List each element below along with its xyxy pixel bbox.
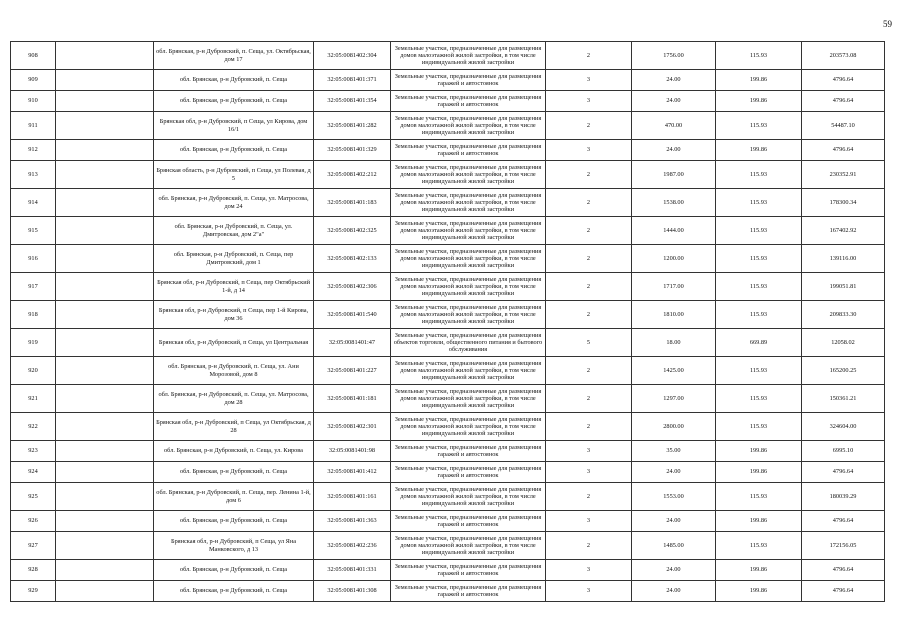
row-number: 927 [11, 532, 56, 560]
land-purpose-cell: Земельные участки, предназначенные для размещения домов малоэтажной жилой застройки, в том числе индивидуальной жилой застройки [391, 245, 546, 273]
address-cell: Брянская обл, р-н Дубровский, п Сеща, ул Яна Манковского, д 13 [154, 532, 314, 560]
cadastral-value-cell: 180039.29 [802, 483, 885, 511]
land-purpose-cell: Земельные участки, предназначенные для размещения домов малоэтажной жилой застройки, в том числе индивидуальной жилой застройки [391, 161, 546, 189]
blank-cell [56, 91, 154, 112]
group-cell: 2 [546, 42, 632, 70]
land-purpose-cell: Земельные участки, предназначенные для размещения гаражей и автостоянок [391, 462, 546, 483]
row-number: 926 [11, 511, 56, 532]
table-row [11, 560, 885, 581]
group-cell: 2 [546, 273, 632, 301]
cadastral-number-cell: 32:05:0081401:47 [314, 329, 391, 357]
cadastral-number-cell: 32:05:0081401:161 [314, 483, 391, 511]
area-cell: 1987.00 [632, 161, 716, 189]
area-cell: 1425.00 [632, 357, 716, 385]
address-cell: обл. Брянская, р-н Дубровский, п. Сеща, ул. Матросова, дом 24 [154, 189, 314, 217]
cadastral-number-cell: 32:05:0081401:308 [314, 581, 391, 602]
blank-cell [56, 189, 154, 217]
table-row [11, 532, 885, 560]
rate-cell: 115.93 [716, 301, 802, 329]
rate-cell: 115.93 [716, 413, 802, 441]
row-number: 912 [11, 140, 56, 161]
group-cell: 3 [546, 441, 632, 462]
cadastral-number-cell: 32:05:0081402:212 [314, 161, 391, 189]
area-cell: 1297.00 [632, 385, 716, 413]
address-cell: обл. Брянская, р-н Дубровский, п. Сеща, пер Дмитровский, дом 1 [154, 245, 314, 273]
rate-cell: 115.93 [716, 273, 802, 301]
address-cell: обл. Брянская, р-н Дубровский, п. Сеща [154, 581, 314, 602]
table-row [11, 273, 885, 301]
cadastral-value-cell: 199051.81 [802, 273, 885, 301]
group-cell: 2 [546, 161, 632, 189]
table-body [11, 42, 885, 602]
page-number: 59 [883, 19, 892, 29]
land-purpose-cell: Земельные участки, предназначенные для размещения домов малоэтажной жилой застройки, в том числе индивидуальной жилой застройки [391, 385, 546, 413]
cadastral-number-cell: 32:05:0081401:354 [314, 91, 391, 112]
cadastral-value-cell: 4796.64 [802, 91, 885, 112]
blank-cell [56, 42, 154, 70]
area-cell: 470.00 [632, 112, 716, 140]
group-cell: 2 [546, 483, 632, 511]
area-cell: 1200.00 [632, 245, 716, 273]
table-row [11, 462, 885, 483]
land-purpose-cell: Земельные участки, предназначенные для размещения домов малоэтажной жилой застройки, в том числе индивидуальной жилой застройки [391, 217, 546, 245]
cadastral-number-cell: 32:05:0081401:183 [314, 189, 391, 217]
blank-cell [56, 245, 154, 273]
area-cell: 24.00 [632, 462, 716, 483]
cadastral-value-cell: 54487.10 [802, 112, 885, 140]
land-purpose-cell: Земельные участки, предназначенные для размещения гаражей и автостоянок [391, 91, 546, 112]
cadastral-number-cell: 32:05:0081401:227 [314, 357, 391, 385]
row-number: 921 [11, 385, 56, 413]
group-cell: 2 [546, 189, 632, 217]
table-row [11, 357, 885, 385]
rate-cell: 115.93 [716, 217, 802, 245]
land-purpose-cell: Земельные участки, предназначенные для размещения домов малоэтажной жилой застройки, в том числе индивидуальной жилой застройки [391, 483, 546, 511]
blank-cell [56, 462, 154, 483]
table-row [11, 413, 885, 441]
land-purpose-cell: Земельные участки, предназначенные для размещения домов малоэтажной жилой застройки, в том числе индивидуальной жилой застройки [391, 273, 546, 301]
blank-cell [56, 413, 154, 441]
area-cell: 1717.00 [632, 273, 716, 301]
cadastral-value-table [10, 41, 885, 602]
table-row [11, 140, 885, 161]
cadastral-value-cell: 4796.64 [802, 581, 885, 602]
table-row [11, 245, 885, 273]
cadastral-number-cell: 32:05:0081402:325 [314, 217, 391, 245]
group-cell: 2 [546, 413, 632, 441]
rate-cell: 199.86 [716, 462, 802, 483]
blank-cell [56, 357, 154, 385]
rate-cell: 199.86 [716, 140, 802, 161]
address-cell: обл. Брянская, р-н Дубровский, п. Сеща [154, 91, 314, 112]
address-cell: Брянская область, р-н Дубровский, п Сеща, ул Полевая, д 5 [154, 161, 314, 189]
cadastral-number-cell: 32:05:0081401:181 [314, 385, 391, 413]
blank-cell [56, 70, 154, 91]
table-row [11, 112, 885, 140]
area-cell: 1553.00 [632, 483, 716, 511]
row-number: 920 [11, 357, 56, 385]
cadastral-value-cell: 324604.00 [802, 413, 885, 441]
blank-cell [56, 483, 154, 511]
address-cell: обл. Брянская, р-н Дубровский, п. Сеща, пер. Ленина 1-й, дом 6 [154, 483, 314, 511]
cadastral-value-cell: 4796.64 [802, 70, 885, 91]
cadastral-value-cell: 167402.92 [802, 217, 885, 245]
land-purpose-cell: Земельные участки, предназначенные для размещения домов малоэтажной жилой застройки, в том числе индивидуальной жилой застройки [391, 413, 546, 441]
address-cell: обл. Брянская, р-н Дубровский, п. Сеща [154, 70, 314, 91]
rate-cell: 115.93 [716, 385, 802, 413]
cadastral-number-cell: 32:05:0081401:371 [314, 70, 391, 91]
rate-cell: 199.86 [716, 511, 802, 532]
table-row [11, 42, 885, 70]
address-cell: Брянская обл, р-н Дубровский, п Сеща, ул Центральная [154, 329, 314, 357]
area-cell: 1538.00 [632, 189, 716, 217]
rate-cell: 199.86 [716, 91, 802, 112]
cadastral-number-cell: 32:05:0081401:363 [314, 511, 391, 532]
cadastral-number-cell: 32:05:0081402:133 [314, 245, 391, 273]
rate-cell: 669.89 [716, 329, 802, 357]
rate-cell: 115.93 [716, 112, 802, 140]
blank-cell [56, 140, 154, 161]
rate-cell: 115.93 [716, 483, 802, 511]
row-number: 925 [11, 483, 56, 511]
row-number: 929 [11, 581, 56, 602]
area-cell: 1810.00 [632, 301, 716, 329]
group-cell: 2 [546, 301, 632, 329]
address-cell: обл. Брянская, р-н Дубровский, п. Сеща, ул. Матросова, дом 28 [154, 385, 314, 413]
cadastral-value-cell: 12058.02 [802, 329, 885, 357]
row-number: 923 [11, 441, 56, 462]
area-cell: 18.00 [632, 329, 716, 357]
table-row [11, 483, 885, 511]
cadastral-number-cell: 32:05:0081402:301 [314, 413, 391, 441]
area-cell: 24.00 [632, 70, 716, 91]
row-number: 917 [11, 273, 56, 301]
cadastral-value-cell: 178300.34 [802, 189, 885, 217]
area-cell: 24.00 [632, 511, 716, 532]
blank-cell [56, 441, 154, 462]
area-cell: 35.00 [632, 441, 716, 462]
address-cell: обл. Брянская, р-н Дубровский, п. Сеща [154, 462, 314, 483]
cadastral-number-cell: 32:05:0081401:282 [314, 112, 391, 140]
land-purpose-cell: Земельные участки, предназначенные для размещения гаражей и автостоянок [391, 70, 546, 91]
land-purpose-cell: Земельные участки, предназначенные для размещения домов малоэтажной жилой застройки, в том числе индивидуальной жилой застройки [391, 42, 546, 70]
blank-cell [56, 301, 154, 329]
area-cell: 1444.00 [632, 217, 716, 245]
group-cell: 3 [546, 560, 632, 581]
row-number: 928 [11, 560, 56, 581]
group-cell: 2 [546, 217, 632, 245]
land-purpose-cell: Земельные участки, предназначенные для размещения гаражей и автостоянок [391, 511, 546, 532]
group-cell: 2 [546, 532, 632, 560]
row-number: 914 [11, 189, 56, 217]
cadastral-number-cell: 32:05:0081402:306 [314, 273, 391, 301]
row-number: 909 [11, 70, 56, 91]
address-cell: обл. Брянская, р-н Дубровский, п. Сеща [154, 511, 314, 532]
cadastral-value-cell: 4796.64 [802, 462, 885, 483]
area-cell: 24.00 [632, 581, 716, 602]
group-cell: 2 [546, 385, 632, 413]
cadastral-number-cell: 32:05:0081402:236 [314, 532, 391, 560]
blank-cell [56, 273, 154, 301]
land-purpose-cell: Земельные участки, предназначенные для размещения домов малоэтажной жилой застройки, в том числе индивидуальной жилой застройки [391, 301, 546, 329]
rate-cell: 115.93 [716, 245, 802, 273]
blank-cell [56, 532, 154, 560]
rate-cell: 115.93 [716, 42, 802, 70]
address-cell: обл. Брянская, р-н Дубровский, п. Сеща, ул. Октябрьская, дом 17 [154, 42, 314, 70]
row-number: 922 [11, 413, 56, 441]
cadastral-value-cell: 139116.00 [802, 245, 885, 273]
area-cell: 24.00 [632, 560, 716, 581]
cadastral-number-cell: 32:05:0081401:98 [314, 441, 391, 462]
address-cell: Брянская обл, р-н Дубровский, п Сеща, пер 1-й Кирова, дом 36 [154, 301, 314, 329]
rate-cell: 199.86 [716, 441, 802, 462]
area-cell: 1485.00 [632, 532, 716, 560]
area-cell: 24.00 [632, 140, 716, 161]
blank-cell [56, 560, 154, 581]
cadastral-value-cell: 150361.21 [802, 385, 885, 413]
address-cell: обл. Брянская, р-н Дубровский, п. Сеща, ул. Дмитровская, дом 2"а" [154, 217, 314, 245]
cadastral-number-cell: 32:05:0081401:329 [314, 140, 391, 161]
rate-cell: 115.93 [716, 161, 802, 189]
cadastral-value-cell: 209833.30 [802, 301, 885, 329]
table-row [11, 441, 885, 462]
cadastral-value-cell: 165200.25 [802, 357, 885, 385]
table-row [11, 329, 885, 357]
row-number: 916 [11, 245, 56, 273]
blank-cell [56, 112, 154, 140]
cadastral-value-cell: 6995.10 [802, 441, 885, 462]
blank-cell [56, 329, 154, 357]
row-number: 915 [11, 217, 56, 245]
address-cell: обл. Брянская, р-н Дубровский, п. Сеща, ул. Кирова [154, 441, 314, 462]
land-purpose-cell: Земельные участки, предназначенные для размещения домов малоэтажной жилой застройки, в том числе индивидуальной жилой застройки [391, 112, 546, 140]
row-number: 910 [11, 91, 56, 112]
land-purpose-cell: Земельные участки, предназначенные для размещения домов малоэтажной жилой застройки, в том числе индивидуальной жилой застройки [391, 189, 546, 217]
group-cell: 3 [546, 91, 632, 112]
table-row [11, 70, 885, 91]
land-purpose-cell: Земельные участки, предназначенные для размещения домов малоэтажной жилой застройки, в том числе индивидуальной жилой застройки [391, 357, 546, 385]
blank-cell [56, 385, 154, 413]
table-row [11, 91, 885, 112]
address-cell: обл. Брянская, р-н Дубровский, п. Сеща, ул. Ани Морозовой, дом 8 [154, 357, 314, 385]
rate-cell: 199.86 [716, 560, 802, 581]
address-cell: Брянская обл, р-н Дубровский, п Сеща, ул Октябрьская, д 28 [154, 413, 314, 441]
rate-cell: 199.86 [716, 581, 802, 602]
blank-cell [56, 511, 154, 532]
row-number: 908 [11, 42, 56, 70]
land-purpose-cell: Земельные участки, предназначенные для размещения гаражей и автостоянок [391, 441, 546, 462]
rate-cell: 115.93 [716, 357, 802, 385]
cadastral-value-cell: 172156.05 [802, 532, 885, 560]
group-cell: 2 [546, 245, 632, 273]
row-number: 911 [11, 112, 56, 140]
address-cell: обл. Брянская, р-н Дубровский, п. Сеща [154, 560, 314, 581]
address-cell: Брянская обл, р-н Дубровский, п Сеща, пер Октябрьский 1-й, д 14 [154, 273, 314, 301]
blank-cell [56, 217, 154, 245]
cadastral-value-cell: 230352.91 [802, 161, 885, 189]
group-cell: 3 [546, 462, 632, 483]
row-number: 919 [11, 329, 56, 357]
rate-cell: 199.86 [716, 70, 802, 91]
table-row [11, 301, 885, 329]
table-row [11, 581, 885, 602]
rate-cell: 115.93 [716, 189, 802, 217]
cadastral-number-cell: 32:05:0081402:304 [314, 42, 391, 70]
land-purpose-cell: Земельные участки, предназначенные для размещения гаражей и автостоянок [391, 560, 546, 581]
cadastral-number-cell: 32:05:0081401:540 [314, 301, 391, 329]
table-row [11, 217, 885, 245]
group-cell: 5 [546, 329, 632, 357]
group-cell: 3 [546, 140, 632, 161]
cadastral-value-cell: 4796.64 [802, 560, 885, 581]
table-row [11, 189, 885, 217]
table-row [11, 511, 885, 532]
area-cell: 2800.00 [632, 413, 716, 441]
cadastral-value-cell: 203573.08 [802, 42, 885, 70]
cadastral-value-cell: 4796.64 [802, 511, 885, 532]
row-number: 913 [11, 161, 56, 189]
address-cell: Брянская обл, р-н Дубровский, п Сеща, ул Кирова, дом 16/1 [154, 112, 314, 140]
rate-cell: 115.93 [716, 532, 802, 560]
land-purpose-cell: Земельные участки, предназначенные для размещения объектов торговли, общественного питания и бытового обслуживания [391, 329, 546, 357]
group-cell: 2 [546, 357, 632, 385]
row-number: 924 [11, 462, 56, 483]
table-row [11, 385, 885, 413]
blank-cell [56, 581, 154, 602]
land-purpose-cell: Земельные участки, предназначенные для размещения гаражей и автостоянок [391, 140, 546, 161]
table-row [11, 161, 885, 189]
blank-cell [56, 161, 154, 189]
group-cell: 3 [546, 511, 632, 532]
cadastral-value-cell: 4796.64 [802, 140, 885, 161]
area-cell: 24.00 [632, 91, 716, 112]
group-cell: 3 [546, 70, 632, 91]
area-cell: 1756.00 [632, 42, 716, 70]
cadastral-number-cell: 32:05:0081401:412 [314, 462, 391, 483]
address-cell: обл. Брянская, р-н Дубровский, п. Сеща [154, 140, 314, 161]
land-purpose-cell: Земельные участки, предназначенные для размещения гаражей и автостоянок [391, 581, 546, 602]
land-purpose-cell: Земельные участки, предназначенные для размещения домов малоэтажной жилой застройки, в том числе индивидуальной жилой застройки [391, 532, 546, 560]
group-cell: 3 [546, 581, 632, 602]
group-cell: 2 [546, 112, 632, 140]
cadastral-number-cell: 32:05:0081401:331 [314, 560, 391, 581]
row-number: 918 [11, 301, 56, 329]
